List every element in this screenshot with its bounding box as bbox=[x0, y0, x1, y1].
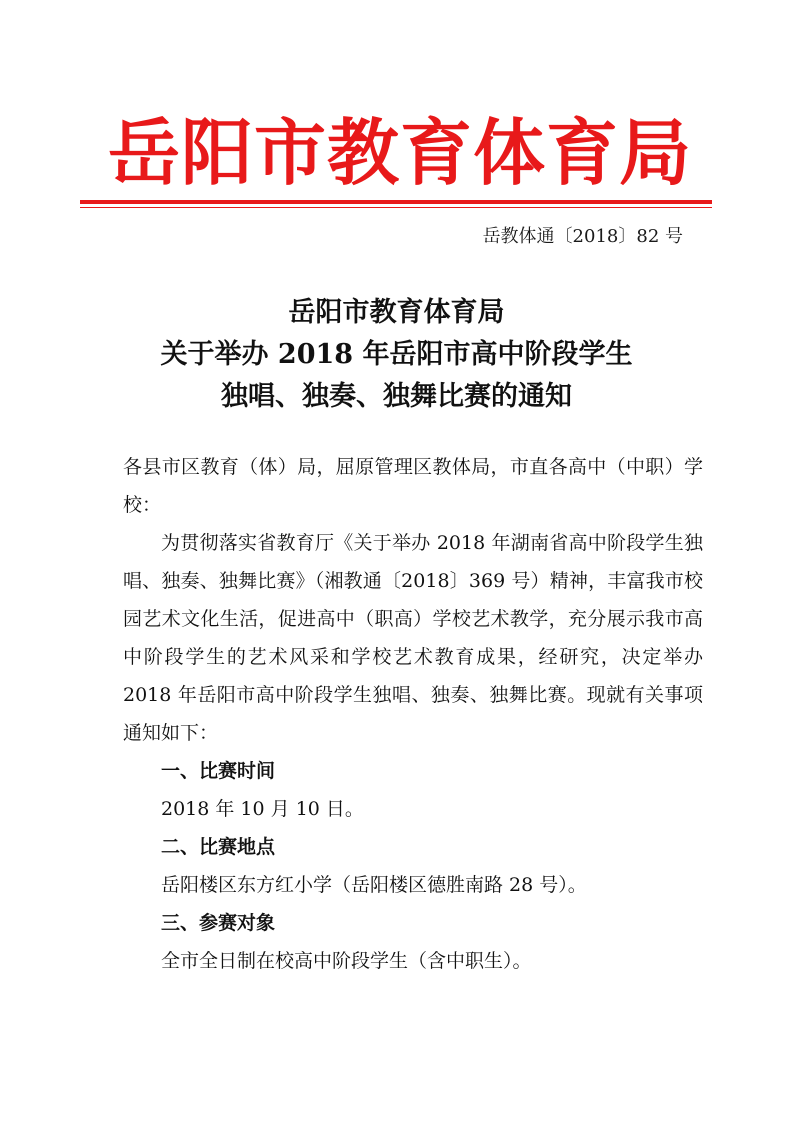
letterhead-rule-thick bbox=[80, 200, 712, 204]
section-content-location: 岳阳楼区东方红小学（岳阳楼区德胜南路 28 号）。 bbox=[161, 874, 587, 896]
section-content-participants: 全市全日制在校高中阶段学生（含中职生）。 bbox=[161, 950, 532, 972]
notice-title bbox=[0, 292, 793, 418]
notice-body bbox=[123, 448, 703, 980]
letterhead-org-name: 岳阳市教育体育局 bbox=[108, 110, 693, 195]
notice-title-line-1: 岳阳市教育体育局 bbox=[288, 297, 505, 328]
section-content-time: 2018 年 10 月 10 日。 bbox=[161, 798, 364, 820]
addressee-paragraph: 各县市区教育（体）局，屈原管理区教体局，市直各高中（中职）学校： bbox=[123, 456, 703, 516]
section-heading-participants: 三、参赛对象 bbox=[161, 912, 276, 934]
intro-paragraph: 为贯彻落实省教育厅《关于举办 2018 年湖南省高中阶段学生独唱、独奏、独舞比赛》（湘教通〔2018〕369 号）精神，丰富我市校园艺术文化生活，促进高中（职高）学校艺术教学，充分展示我市高中阶段学生的艺术风采和学校艺术教育成果，经研究，决定举办 2018 年岳阳市高中阶段学生独唱、独奏、独舞比赛。现就有关事项通知如下： bbox=[123, 532, 703, 744]
letterhead-rule-thin bbox=[80, 207, 712, 208]
notice-title-line-3: 独唱、独奏、独舞比赛的通知 bbox=[221, 381, 572, 412]
section-heading-location: 二、比赛地点 bbox=[161, 836, 276, 858]
document-number: 岳教体通〔2018〕82 号 bbox=[482, 226, 683, 247]
notice-title-line-2: 关于举办 2018 年岳阳市高中阶段学生 bbox=[160, 339, 633, 370]
section-heading-time: 一、比赛时间 bbox=[161, 760, 276, 782]
